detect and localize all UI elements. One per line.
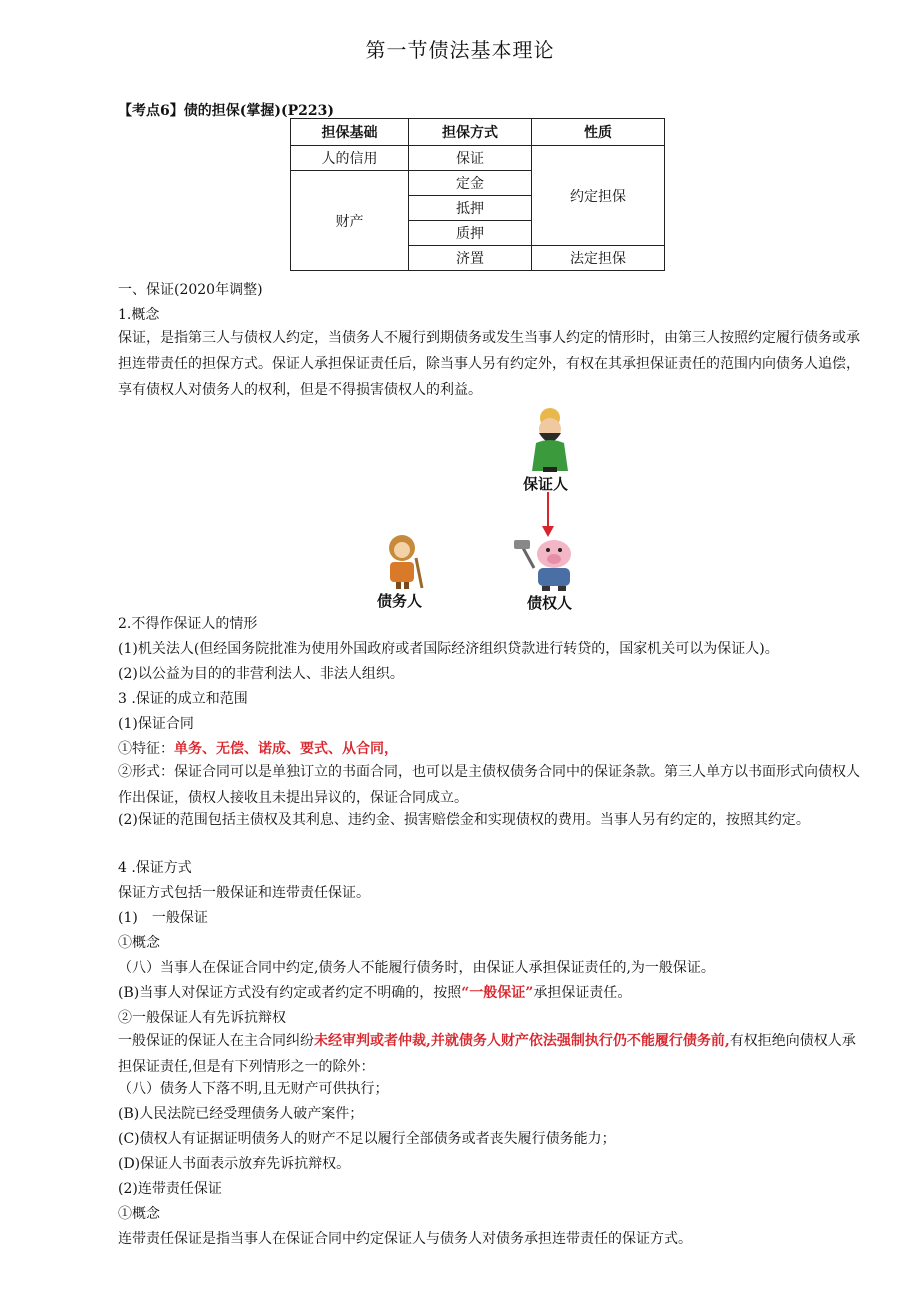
creditor-figure-icon <box>512 534 584 592</box>
text-span: 承担保证责任。 <box>533 985 632 1001</box>
subsection-title: 2.不得作保证人的情形 <box>118 616 258 632</box>
table-cell: 济置 <box>409 246 532 271</box>
list-item: (C)债权人有证据证明债务人的财产不足以履行全部债务或者丧失履行债务能力； <box>118 1131 616 1147</box>
table-cell: 人的信用 <box>291 146 409 171</box>
feature-highlight: 单务、无偿、诺成、要式、从合同， <box>174 741 398 757</box>
table-header-row <box>291 119 665 146</box>
section-title: 一、保证(2020年调整) <box>118 282 263 298</box>
list-item: （八）当事人在保证合同中约定,债务人不能履行债务时，由保证人承担保证责任的,为一般保证。 <box>118 960 715 976</box>
debtor-figure-icon <box>378 532 426 590</box>
debtor-body <box>390 562 414 582</box>
paragraph-scope: (2)保证的范围包括主债权及其利息、违约金、损害赔偿金和实现债权的费用。当事人另有约定的，按照其约定。 <box>118 812 810 828</box>
list-item: (B)人民法院已经受理债务人破产案件； <box>118 1106 364 1122</box>
guarantor-figure-icon <box>510 405 590 473</box>
table-header-cell: 担保方式 <box>409 119 532 146</box>
subsection-title: 1.概念 <box>118 307 160 323</box>
table-row <box>291 146 665 171</box>
creditor-rake <box>514 540 530 549</box>
table-cell: 定金 <box>409 171 532 196</box>
text-span: 有权拒绝向债权人承担保证责任,但是有下列情形之一的除外： <box>118 1033 856 1075</box>
list-item: ①概念 <box>118 1206 160 1222</box>
list-item <box>118 739 398 759</box>
guarantor-robe <box>532 440 568 471</box>
paragraph-defense-right <box>118 1028 862 1080</box>
arrow-down-icon <box>540 492 556 538</box>
list-item: (1)机关法人(但经国务院批准为使用外国政府或者国际经济组织贷款进行转贷的，国家机关可以为保证人)。 <box>118 641 779 657</box>
guarantor-feet <box>543 467 557 472</box>
highlight-text: “一般保证” <box>461 985 534 1001</box>
table-cell: 质押 <box>409 221 532 246</box>
feature-label: ①特征： <box>118 741 174 757</box>
table-header-cell: 担保基础 <box>291 119 409 146</box>
list-item: ②一般保证人有先诉抗辩权 <box>118 1010 286 1026</box>
subsection-title: 3 .保证的成立和范围 <box>118 691 248 707</box>
paragraph-definition: 保证，是指第三人与债权人约定，当债务人不履行到期债务或发生当事人约定的情形时，由第三人按照约定履行债务或承担连带责任的担保方式。保证人承担保证责任后，除当事人另有约定外，有权在其承担保证责任的范围内向债务人追偿，享有债权人对债务人的权利，但是不得损害债权人的利益。 <box>118 330 860 398</box>
table-cell: 保证 <box>409 146 532 171</box>
creditor-label: 债权人 <box>527 594 573 612</box>
text-span: (B)当事人对保证方式没有约定或者约定不明确的，按照 <box>118 985 462 1001</box>
table-cell: 抵押 <box>409 196 532 221</box>
list-item: （八）债务人下落不明,且无财产可供执行； <box>118 1081 389 1097</box>
table-cell: 约定担保 <box>532 146 665 246</box>
list-item: (D)保证人书面表示放弃先诉抗辩权。 <box>118 1156 351 1172</box>
debtor-label: 债务人 <box>377 592 423 610</box>
list-item: 连带责任保证是指当事人在保证合同中约定保证人与债务人对债务承担连带责任的保证方式。 <box>118 1231 692 1247</box>
table-cell: 财产 <box>291 171 409 271</box>
list-item: 保证方式包括一般保证和连带责任保证。 <box>118 885 370 901</box>
highlight-text: 未经审判或者仲裁,并就债务人财产依法强制执行仍不能履行债务前, <box>314 1033 730 1049</box>
section-heading: 【考点6】债的担保(掌握)(P223) <box>118 103 334 119</box>
table-header-cell: 性质 <box>532 119 665 146</box>
subsection-title: 4 .保证方式 <box>118 860 192 876</box>
paragraph-form: ②形式：保证合同可以是单独订立的书面合同，也可以是主债权债务合同中的保证条款。第三人单方以书面形式向债权人作出保证，债权人接收且未提出异议的，保证合同成立。 <box>118 764 860 806</box>
table-cell: 法定担保 <box>532 246 665 271</box>
list-item: (1) 一般保证 <box>118 910 208 926</box>
list-item: ①概念 <box>118 935 160 951</box>
creditor-body <box>538 568 570 586</box>
page-title: 第一节债法基本理论 <box>365 38 555 62</box>
text-span: 一般保证的保证人在主合同纠纷 <box>118 1033 314 1049</box>
list-item <box>118 983 631 1003</box>
list-item: (2)连带责任保证 <box>118 1181 222 1197</box>
guarantee-table <box>290 118 665 271</box>
list-item: (1)保证合同 <box>118 716 194 732</box>
list-item: (2)以公益为目的的非营利法人、非法人组织。 <box>118 666 404 682</box>
debtor-face <box>394 542 410 558</box>
guarantor-label: 保证人 <box>523 475 569 493</box>
